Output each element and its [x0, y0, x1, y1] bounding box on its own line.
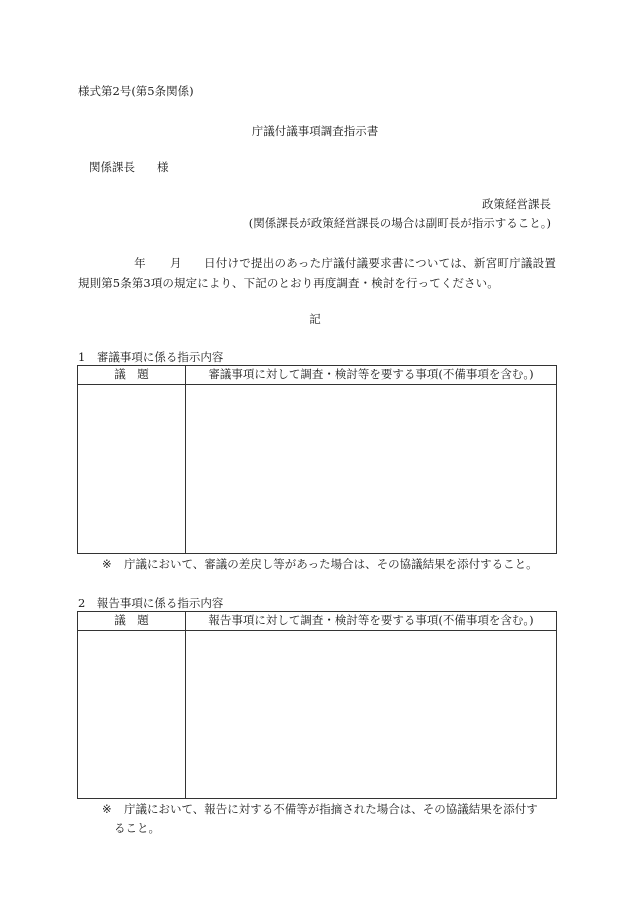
- section2-agenda-cell[interactable]: [78, 631, 186, 799]
- section2-items-cell[interactable]: [186, 631, 557, 799]
- addressee-honorific: 様: [157, 160, 169, 174]
- form-number: 様式第2号(第5条関係): [78, 84, 194, 98]
- section2-note-line1: [102, 800, 558, 819]
- sender-name: 政策経営課長: [482, 197, 551, 211]
- section2-table: [77, 611, 557, 799]
- section1-note-mark: ※: [102, 557, 112, 571]
- section1-entry-row: [78, 385, 557, 554]
- section1-header-row: [78, 366, 557, 385]
- section1-items-cell[interactable]: [186, 385, 557, 554]
- body-year: 年: [134, 256, 146, 270]
- document-title: 庁議付議事項調査指示書: [251, 124, 379, 138]
- body-text: 日付けで提出のあった庁議付議要求書については、新宮町庁議設置規則第5条第3項の規定により、下記のとおり再度調査・検討を行ってください。: [78, 256, 556, 290]
- section1-note-text: 庁議において、審議の差戻し等があった場合は、その協議結果を添付すること。: [124, 557, 538, 571]
- section2-col-items: 報告事項に対して調査・検討等を要する事項(不備事項を含む。): [186, 612, 557, 631]
- addressee-name: 関係課長: [89, 160, 135, 174]
- section1-note: [102, 557, 558, 573]
- section2-header-row: [78, 612, 557, 631]
- body-paragraph: [78, 254, 556, 294]
- section1-title: 1 審議事項に係る指示内容: [78, 350, 224, 364]
- sender-note: (関係課長が政策経営課長の場合は副町長が指示すること。): [248, 216, 551, 230]
- body-month: 月: [169, 256, 182, 270]
- section2-title: 2 報告事項に係る指示内容: [78, 596, 224, 610]
- section2-col-agenda: 議 題: [78, 612, 186, 631]
- section1-table: [77, 365, 557, 554]
- section2-note-mark: ※: [102, 802, 112, 816]
- section1-agenda-cell[interactable]: [78, 385, 186, 554]
- ki-heading: 記: [309, 312, 321, 326]
- addressee: [89, 160, 169, 176]
- section2-note-line2: ること。: [114, 820, 160, 835]
- section1-col-items: 審議事項に対して調査・検討等を要する事項(不備事項を含む。): [186, 366, 557, 385]
- section2-note-text1: 庁議において、報告に対する不備等が指摘された場合は、その協議結果を添付す: [124, 802, 538, 816]
- section2-entry-row: [78, 631, 557, 799]
- section2-note: [102, 800, 558, 838]
- section1-col-agenda: 議 題: [78, 366, 186, 385]
